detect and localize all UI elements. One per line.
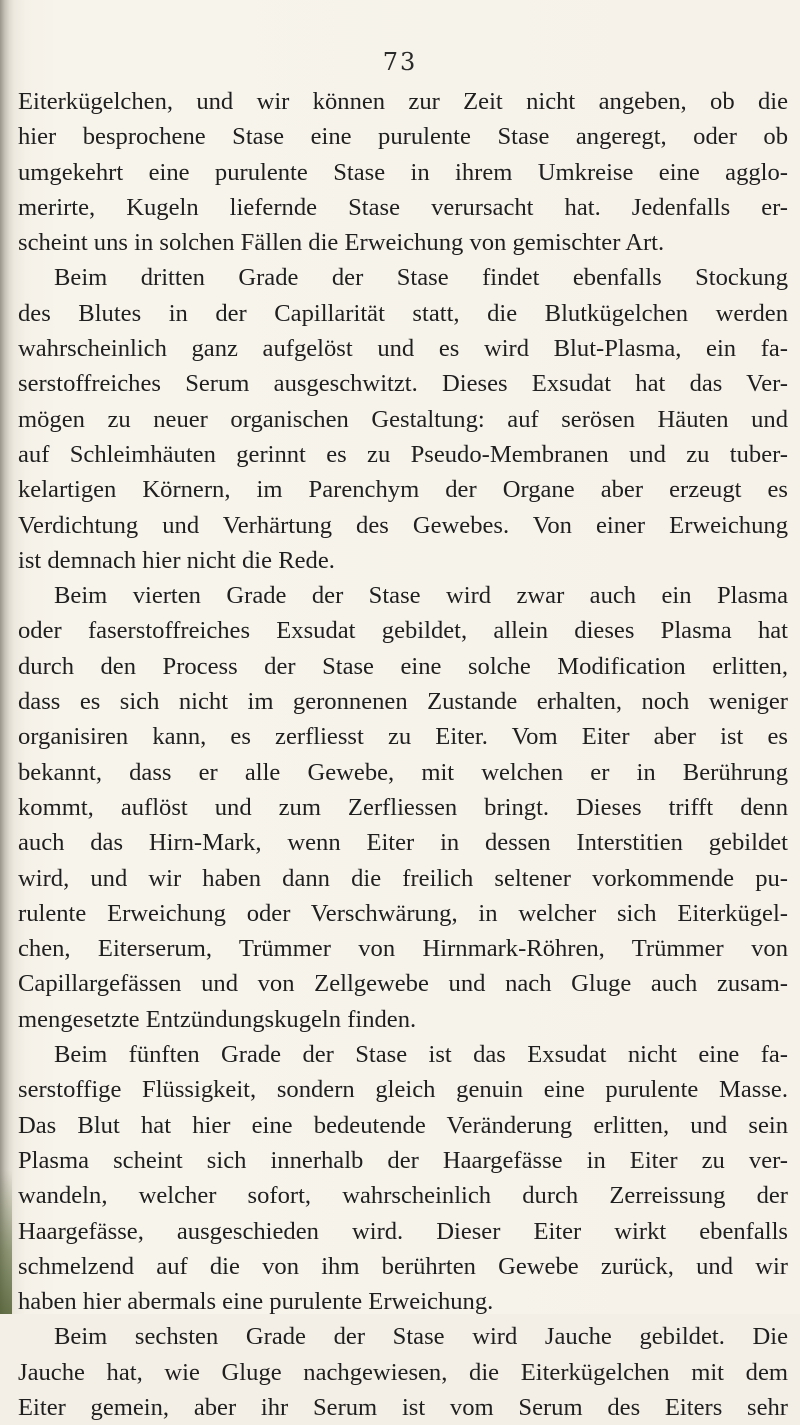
text-line: bekannt, dass er alle Gewebe, mit welchen er in Berührung bbox=[18, 758, 788, 786]
text-line: merirte, Kugeln liefernde Stase verursacht hat. Jedenfalls er- bbox=[18, 193, 788, 221]
text-line: Beim vierten Grade der Stase wird zwar auch ein Plasma bbox=[54, 582, 788, 610]
text-line: rulente Erweichung oder Verschwärung, in welcher sich Eiterkügel- bbox=[18, 899, 788, 927]
text-line: haben hier abermals eine purulente Erweichung. bbox=[18, 1288, 494, 1316]
text-line: oder faserstoffreiches Exsudat gebildet, allein dieses Plasma hat bbox=[18, 617, 788, 645]
text-line: kommt, auflöst und zum Zerfliessen bringt. Dieses trifft denn bbox=[18, 793, 788, 821]
text-line: Eiterkügelchen, und wir können zur Zeit nicht angeben, ob die bbox=[18, 88, 788, 115]
text-line: Verdichtung und Verhärtung des Gewebes. Von einer Erweichung bbox=[18, 511, 788, 539]
text-line: wird, und wir haben dann die freilich seltener vorkommende pu- bbox=[18, 864, 788, 892]
text-line: Beim fünften Grade der Stase ist das Exsudat nicht eine fa- bbox=[54, 1041, 788, 1069]
text-line: Capillargefässen und von Zellgewebe und nach Gluge auch zusam- bbox=[18, 970, 788, 998]
text-line: Haargefässe, ausgeschieden wird. Dieser Eiter wirkt ebenfalls bbox=[18, 1217, 788, 1245]
text-line: mögen zu neuer organischen Gestaltung: auf serösen Häuten und bbox=[18, 405, 788, 433]
text-line: serstoffreiches Serum ausgeschwitzt. Dieses Exsudat hat das Ver- bbox=[18, 370, 788, 398]
text-line: wahrscheinlich ganz aufgelöst und es wird Blut-Plasma, ein fa- bbox=[18, 335, 788, 363]
text-line: Beim dritten Grade der Stase findet ebenfalls Stockung bbox=[54, 264, 788, 292]
text-line: auf Schleimhäuten gerinnt es zu Pseudo-Membranen und zu tuber- bbox=[18, 440, 788, 468]
text-line: Das Blut hat hier eine bedeutende Veränderung erlitten, und sein bbox=[18, 1111, 788, 1139]
text-line: ist demnach hier nicht die Rede. bbox=[18, 546, 335, 574]
text-line: hier besprochene Stase eine purulente Stase angeregt, oder ob bbox=[18, 123, 788, 151]
page-edge-stain bbox=[0, 1170, 12, 1314]
page-binding-shadow bbox=[0, 0, 14, 1314]
page-number: 73 bbox=[382, 48, 418, 76]
text-line: kelartigen Körnern, im Parenchym der Organe aber erzeugt es bbox=[18, 476, 788, 504]
text-line: durch den Process der Stase eine solche Modification erlitten, bbox=[18, 652, 788, 680]
text-line: auch das Hirn-Mark, wenn Eiter in dessen Interstitien gebildet bbox=[18, 829, 788, 857]
text-line: schmelzend auf die von ihm berührten Gewebe zurück, und wir bbox=[18, 1252, 788, 1280]
text-line: Jauche hat, wie Gluge nachgewiesen, die Eiterkügelchen mit dem bbox=[18, 1358, 788, 1386]
text-line: organisiren kann, es zerfliesst zu Eiter. Vom Eiter aber ist es bbox=[18, 723, 788, 751]
text-line: Beim sechsten Grade der Stase wird Jauche gebildet. Die bbox=[54, 1323, 788, 1351]
text-line: dass es sich nicht im geronnenen Zustande erhalten, noch weniger bbox=[18, 688, 788, 716]
text-line: mengesetzte Entzündungskugeln finden. bbox=[18, 1005, 417, 1033]
text-line: umgekehrt eine purulente Stase in ihrem Umkreise eine agglo- bbox=[18, 158, 788, 186]
text-line: serstoffige Flüssigkeit, sondern gleich genuin eine purulente Masse. bbox=[18, 1076, 788, 1104]
text-line: chen, Eiterserum, Trümmer von Hirnmark-Röhren, Trümmer von bbox=[18, 935, 788, 963]
text-line: wandeln, welcher sofort, wahrscheinlich durch Zerreissung der bbox=[18, 1182, 788, 1210]
text-line: des Blutes in der Capillarität statt, die Blutkügelchen werden bbox=[18, 299, 788, 327]
body-text bbox=[18, 84, 788, 1425]
text-line: Plasma scheint sich innerhalb der Haargefässe in Eiter zu ver- bbox=[18, 1146, 788, 1174]
text-line: scheint uns in solchen Fällen die Erweichung von gemischter Art. bbox=[18, 229, 665, 257]
text-line: Eiter gemein, aber ihr Serum ist vom Serum des Eiters sehr bbox=[18, 1393, 788, 1421]
